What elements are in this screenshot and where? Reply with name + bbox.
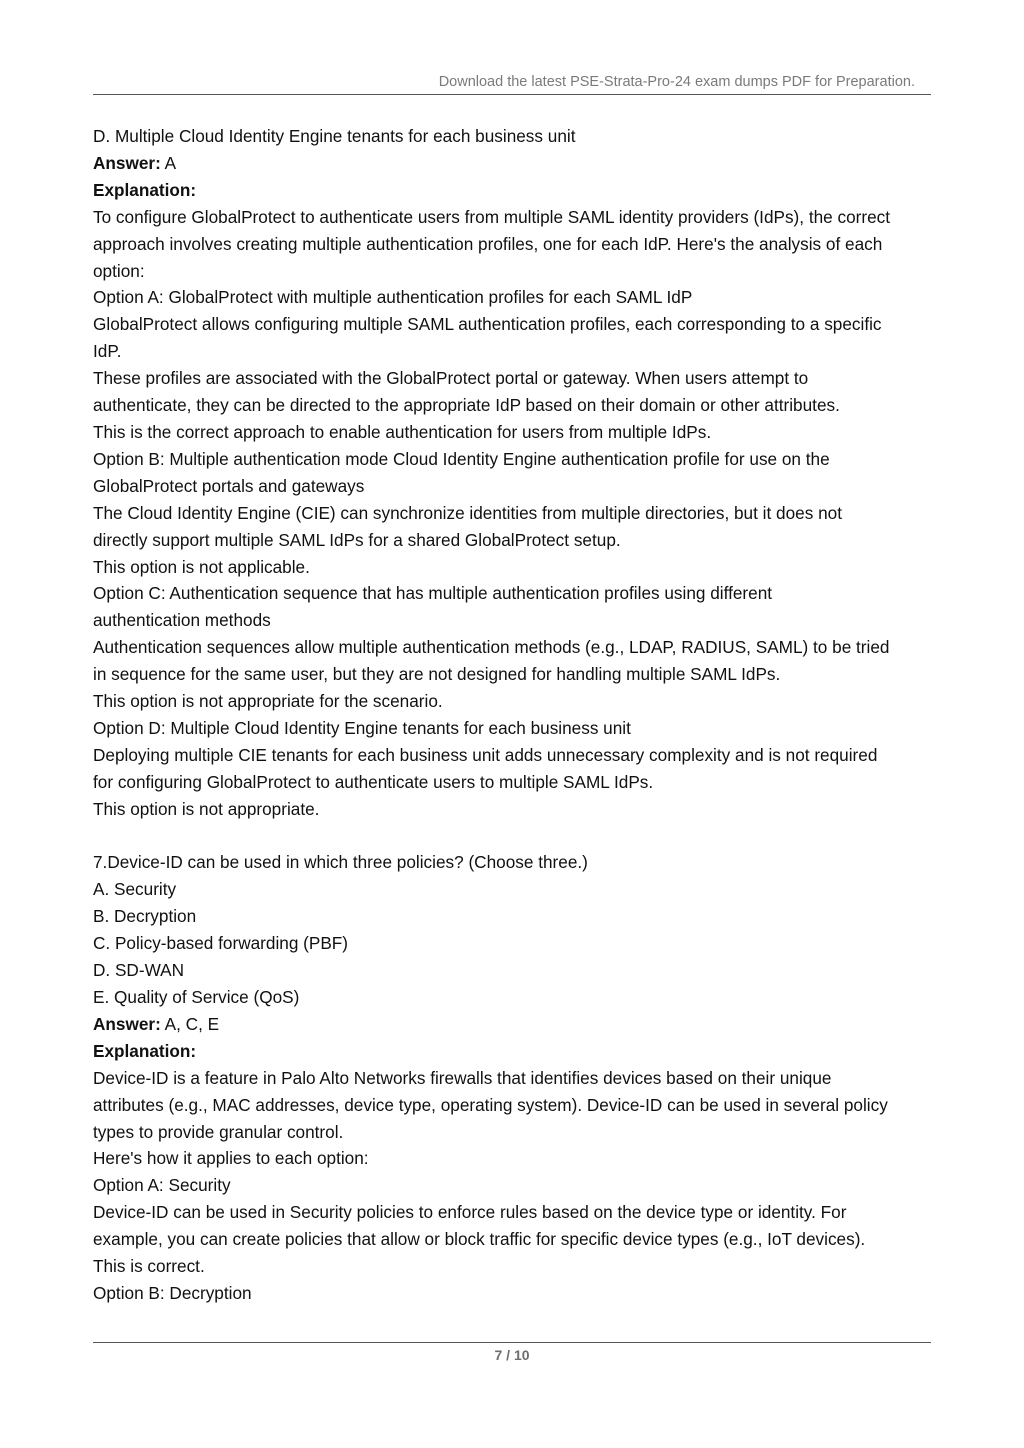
q7-explanation-line: Option B: Decryption [93,1282,252,1303]
q7-explanation-line: attributes (e.g., MAC addresses, device type, operating system). Device-ID can be used in several policy [93,1094,888,1115]
q6-explanation-line: Deploying multiple CIE tenants for each business unit adds unnecessary complexity and is not required [93,744,878,765]
q6-explanation-line: Option B: Multiple authentication mode Cloud Identity Engine authentication profile for use on the [93,448,830,469]
q6-explanation-line: approach involves creating multiple authentication profiles, one for each IdP. Here's the analysis of each [93,233,883,254]
q7-option: E. Quality of Service (QoS) [93,986,300,1007]
q6-option-d: D. Multiple Cloud Identity Engine tenants for each business unit [93,126,576,146]
q6-explanation-line: GlobalProtect portals and gateways [93,475,365,496]
q6-explanation-line: Option C: Authentication sequence that has multiple authentication profiles using different [93,583,773,604]
q7-explanation-line: Device-ID can be used in Security policies to enforce rules based on the device type or identity. For [93,1202,847,1223]
q7-explanation-label: Explanation: [93,1040,197,1061]
q6-explanation-line: To configure GlobalProtect to authenticate users from multiple SAML identity providers (IdPs), the correct [93,206,891,227]
q7-answer-value: A, C, E [160,1013,220,1034]
q7-option: D. SD-WAN [93,960,185,981]
q7-explanation-line: Here's how it applies to each option: [93,1148,369,1169]
q7-explanation-line: This is correct. [93,1256,205,1277]
q6-answer [93,150,935,177]
document-body [93,123,935,1307]
q7-explanation-line: example, you can create policies that allow or block traffic for specific device types (e.g., IoT devices). [93,1229,866,1250]
q7-answer [93,1011,935,1038]
q6-explanation-line: Option A: GlobalProtect with multiple authentication profiles for each SAML IdP [93,287,693,308]
q6-answer-label: Answer: [93,152,161,173]
q6-explanation-line: directly support multiple SAML IdPs for a shared GlobalProtect setup. [93,529,621,550]
q7-question: 7.Device-ID can be used in which three policies? (Choose three.) [93,852,588,873]
q6-explanation-line: authentication methods [93,610,271,631]
q6-explanation-line: GlobalProtect allows configuring multiple SAML authentication profiles, each corresponding to a specific [93,314,882,335]
q7-explanation-line: Device-ID is a feature in Palo Alto Networks firewalls that identifies devices based on their unique [93,1067,832,1088]
q6-explanation-line: Option D: Multiple Cloud Identity Engine tenants for each business unit [93,717,631,738]
q6-explanation-label: Explanation: [93,179,197,200]
q6-explanation-line: This is the correct approach to enable authentication for users from multiple IdPs. [93,421,712,442]
q7-option: A. Security [93,879,177,900]
q6-explanation-line: The Cloud Identity Engine (CIE) can synchronize identities from multiple directories, but it does not [93,502,842,523]
q7-explanation-line: types to provide granular control. [93,1121,344,1142]
q7-option: B. Decryption [93,906,197,927]
page-number: 7 / 10 [494,1347,530,1363]
page-header [93,72,931,95]
q6-explanation-line: This option is not applicable. [93,556,310,577]
q6-explanation-line: These profiles are associated with the GlobalProtect portal or gateway. When users attempt to [93,368,809,389]
q6-explanation-line: Authentication sequences allow multiple authentication methods (e.g., LDAP, RADIUS, SAML) to be tried [93,637,890,658]
q7-option: C. Policy-based forwarding (PBF) [93,933,349,954]
q6-answer-value: A [160,152,177,173]
q6-explanation-line: IdP. [93,341,122,362]
q6-explanation-line: This option is not appropriate. [93,798,320,819]
q7-explanation-line: Option A: Security [93,1175,231,1196]
q6-explanation-line: for configuring GlobalProtect to authenticate users to multiple SAML IdPs. [93,771,654,792]
q7-answer-label: Answer: [93,1013,161,1034]
header-text: Download the latest PSE-Strata-Pro-24 exam dumps PDF for Preparation. [438,74,915,90]
footer-divider [93,1342,931,1343]
section-spacer [93,823,935,850]
q6-explanation-line: option: [93,260,145,281]
q6-explanation-line: This option is not appropriate for the scenario. [93,691,443,712]
q6-explanation-line: authenticate, they can be directed to the appropriate IdP based on their domain or other attributes. [93,395,840,416]
q6-explanation-line: in sequence for the same user, but they are not designed for handling multiple SAML IdPs. [93,664,781,685]
